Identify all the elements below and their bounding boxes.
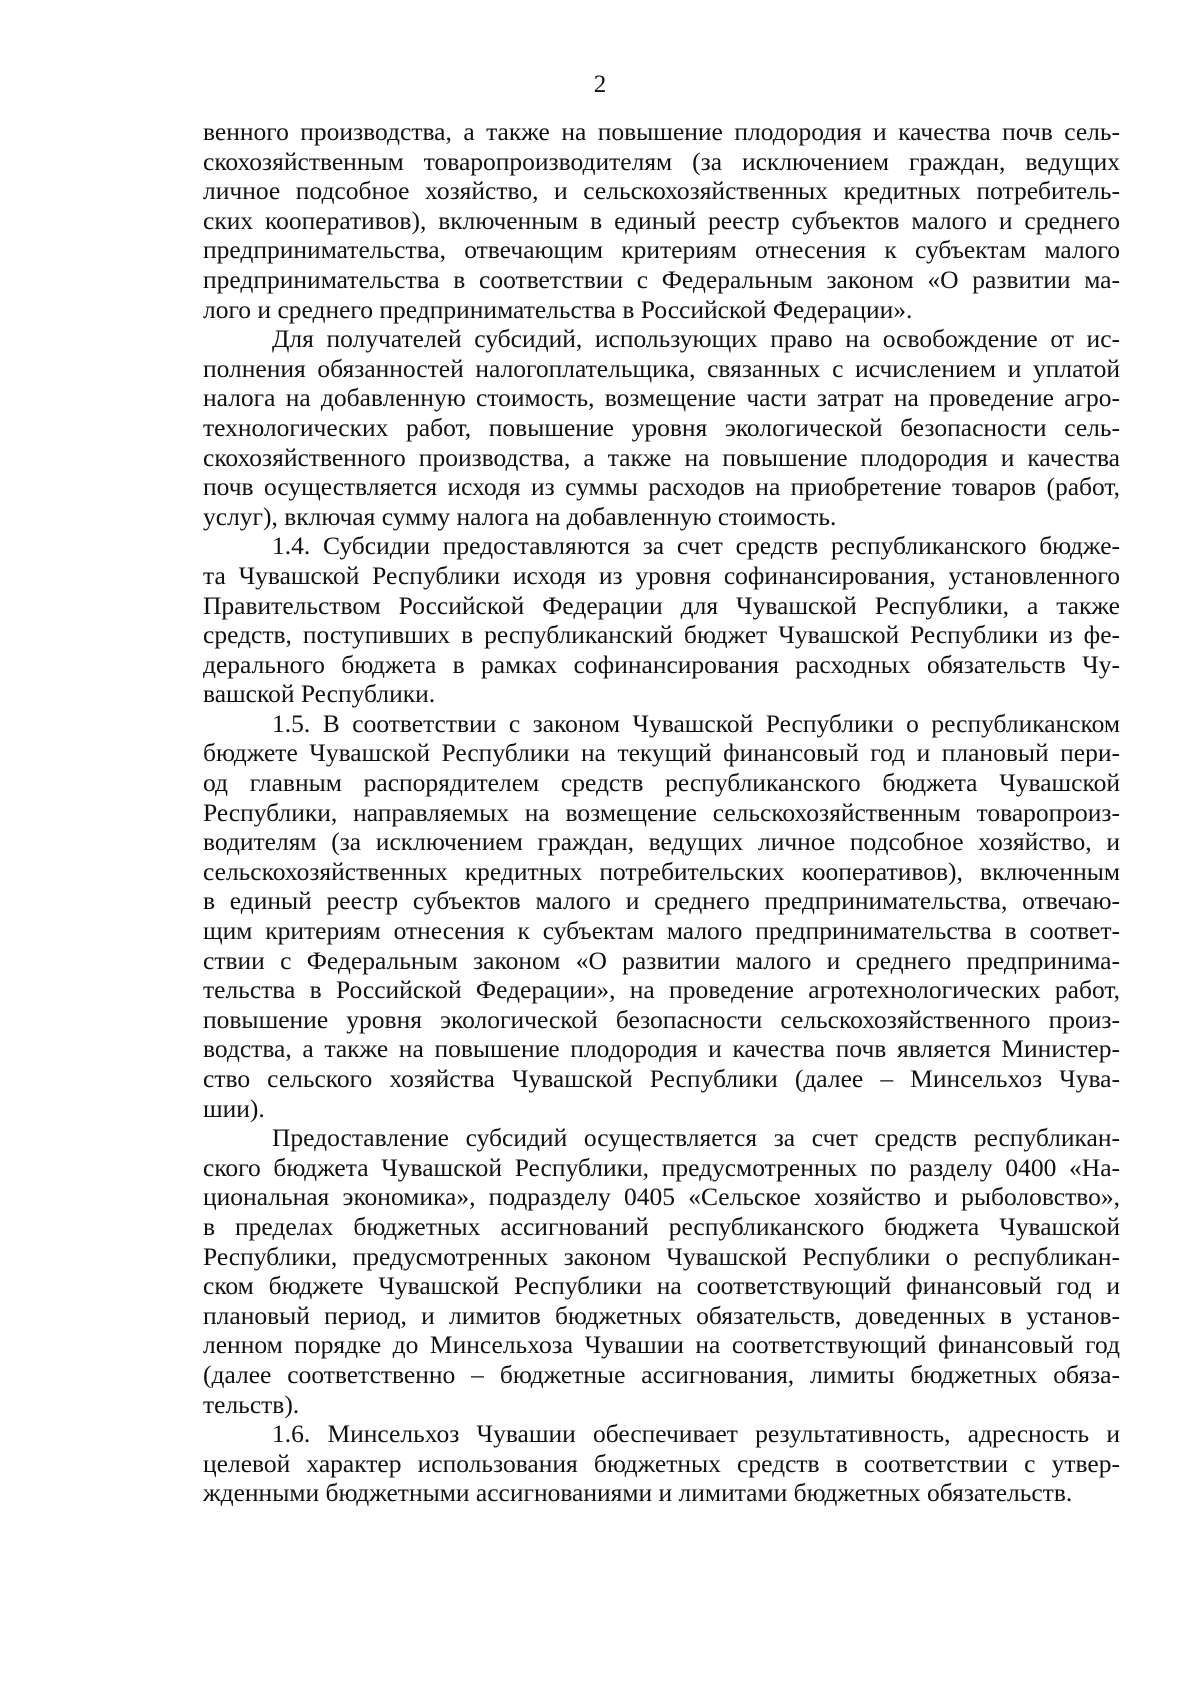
paragraph bbox=[203, 324, 1120, 531]
text-line: дерального бюджета в рамках софинансирования расходных обязательств Чу- bbox=[203, 649, 1120, 679]
text-line: од главным распорядителем средств республиканского бюджета Чувашской bbox=[203, 768, 1120, 798]
text-line: налога на добавленную стоимость, возмещение части затрат на проведение агро- bbox=[203, 383, 1120, 413]
paragraph bbox=[203, 709, 1120, 1123]
text-line: сельскохозяйственных кредитных потребительских кооперативов), включенным bbox=[203, 856, 1120, 886]
text-line: скохозяйственного производства, а также на повышение плодородия и качества bbox=[203, 442, 1120, 472]
document-body bbox=[203, 117, 1120, 1508]
text-line: Республики, предусмотренных законом Чувашской Республики о республикан- bbox=[203, 1241, 1120, 1271]
paragraph bbox=[203, 1123, 1120, 1419]
text-line: повышение уровня экологической безопасности сельскохозяйственного произ- bbox=[203, 1004, 1120, 1034]
text-line: Предоставление субсидий осуществляется за счет средств республикан- bbox=[272, 1123, 1120, 1153]
text-line: 1.6. Минсельхоз Чувашии обеспечивает результативность, адресность и bbox=[272, 1419, 1120, 1449]
text-line: (далее соответственно – бюджетные ассигнования, лимиты бюджетных обяза- bbox=[203, 1359, 1120, 1389]
text-line: в единый реестр субъектов малого и среднего предпринимательства, отвечаю- bbox=[203, 886, 1120, 916]
text-line: целевой характер использования бюджетных средств в соответствии с утвер- bbox=[203, 1448, 1120, 1478]
text-line: почв осуществляется исходя из суммы расходов на приобретение товаров (работ, bbox=[203, 472, 1120, 502]
paragraph bbox=[203, 117, 1120, 324]
paragraph bbox=[203, 531, 1120, 709]
paragraph bbox=[203, 1419, 1120, 1508]
text-line: та Чувашской Республики исходя из уровня софинансирования, установленного bbox=[203, 560, 1120, 590]
text-line: предпринимательства, отвечающим критериям отнесения к субъектам малого bbox=[203, 235, 1120, 265]
text-line: тельства в Российской Федерации», на проведение агротехнологических работ, bbox=[203, 975, 1120, 1005]
text-line: ских кооперативов), включенным в единый реестр субъектов малого и среднего bbox=[203, 205, 1120, 235]
text-line: жденными бюджетными ассигнованиями и лимитами бюджетных обязательств. bbox=[203, 1478, 1073, 1508]
text-line: плановый период, и лимитов бюджетных обязательств, доведенных в установ- bbox=[203, 1300, 1120, 1330]
text-line: технологических работ, повышение уровня экологической безопасности сель- bbox=[203, 412, 1120, 442]
text-line: услуг), включая сумму налога на добавленную стоимость. bbox=[203, 501, 837, 531]
text-line: щим критериям отнесения к субъектам малого предпринимательства в соответ- bbox=[203, 916, 1120, 946]
text-line: водства, а также на повышение плодородия и качества почв является Министер- bbox=[203, 1034, 1120, 1064]
text-line: ского бюджета Чувашской Республики, предусмотренных по разделу 0400 «На- bbox=[203, 1152, 1120, 1182]
text-line: циональная экономика», подразделу 0405 «Сельское хозяйство и рыболовство», bbox=[203, 1182, 1120, 1212]
text-line: венного производства, а также на повышение плодородия и качества почв сель- bbox=[203, 117, 1120, 146]
text-line: ском бюджете Чувашской Республики на соответствующий финансовый год и bbox=[203, 1271, 1120, 1301]
text-line: 1.4. Субсидии предоставляются за счет средств республиканского бюдже- bbox=[272, 531, 1120, 561]
text-line: вашской Республики. bbox=[203, 679, 436, 709]
text-line: Для получателей субсидий, использующих право на освобождение от ис- bbox=[272, 324, 1120, 354]
text-line: тельств). bbox=[203, 1389, 300, 1419]
text-line: средств, поступивших в республиканский бюджет Чувашской Республики из фе- bbox=[203, 620, 1120, 650]
page-number: 2 bbox=[593, 71, 607, 98]
text-line: полнения обязанностей налогоплательщика, связанных с исчислением и уплатой bbox=[203, 353, 1120, 383]
text-line: шии). bbox=[203, 1093, 265, 1123]
text-line: ство сельского хозяйства Чувашской Республики (далее – Минсельхоз Чува- bbox=[203, 1064, 1120, 1093]
text-line: в пределах бюджетных ассигнований республиканского бюджета Чувашской bbox=[203, 1211, 1120, 1241]
text-line: водителям (за исключением граждан, ведущих личное подсобное хозяйство, и bbox=[203, 827, 1120, 857]
text-line: скохозяйственным товаропроизводителям (за исключением граждан, ведущих bbox=[203, 146, 1120, 176]
text-line: личное подсобное хозяйство, и сельскохозяйственных кредитных потребитель- bbox=[203, 176, 1120, 206]
text-line: Правительством Российской Федерации для Чувашской Республики, а также bbox=[203, 590, 1120, 620]
text-line: бюджете Чувашской Республики на текущий финансовый год и плановый пери- bbox=[203, 738, 1120, 768]
text-line: ленном порядке до Минсельхоза Чувашии на соответствующий финансовый год bbox=[203, 1330, 1120, 1360]
text-line: предпринимательства в соответствии с Федеральным законом «О развитии ма- bbox=[203, 264, 1120, 294]
text-line: 1.5. В соответствии с законом Чувашской Республики о республиканском bbox=[272, 708, 1120, 738]
text-line: ствии с Федеральным законом «О развитии малого и среднего предпринима- bbox=[203, 945, 1120, 975]
text-line: лого и среднего предпринимательства в Российской Федерации». bbox=[203, 294, 913, 324]
text-line: Республики, направляемых на возмещение сельскохозяйственным товаропроиз- bbox=[203, 797, 1120, 827]
